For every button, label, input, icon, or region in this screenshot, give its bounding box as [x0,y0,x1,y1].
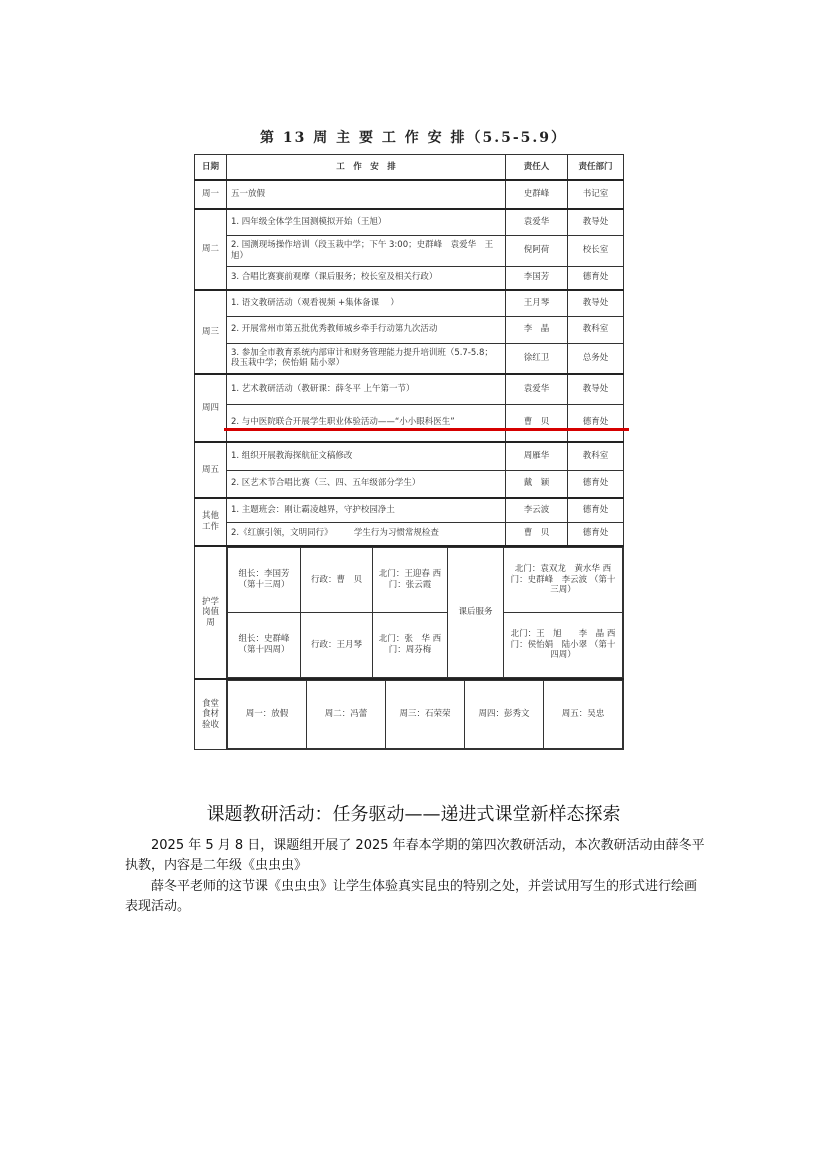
task-cell: 2. 国测现场操作培训（段玉栽中学；下午 3:00；史群峰 袁爱华 王旭） [227,235,506,266]
day-cell: 周四 [195,374,227,442]
person-cell: 李国芳 [506,266,568,290]
canteen-label: 食堂食材验收 [195,679,227,750]
person-cell: 史群峰 [506,180,568,209]
table-row [195,374,624,404]
canteen-row [195,679,624,750]
duty-label: 护学岗值周 [195,546,227,679]
canteen-table [227,680,623,749]
task-cell: 2.《红旗引领，文明同行》 学生行为习惯常规检查 [227,522,506,546]
canteen-day: 周二：冯蕾 [307,681,386,749]
duty-table [227,547,623,678]
person-cell: 李云波 [506,498,568,522]
task-cell: 1. 艺术教研活动（教研课：薛冬平 上午第一节） [227,374,506,404]
day-cell: 周一 [195,180,227,209]
task-cell: 2. 区艺术节合唱比赛（三、四、五年级部分学生） [227,470,506,498]
person-cell: 袁爱华 [506,374,568,404]
table-row [195,266,624,290]
task-cell: 2. 与中医院联合开展学生职业体验活动——“小小眼科医生” [227,404,506,442]
table-row [195,470,624,498]
person-cell: 周雁华 [506,442,568,470]
canteen-day: 周三：石荣荣 [386,681,465,749]
day-cell: 周五 [195,442,227,498]
table-row [195,522,624,546]
dept-cell: 德育处 [568,470,624,498]
person-cell: 李 晶 [506,316,568,343]
article-paragraph: 2025 年 5 月 8 日，课题组开展了 2025 年春本学期的第四次教研活动，本次教研活动由薛冬平执教，内容是二年级《虫虫虫》 [125,838,705,873]
canteen-day: 周五：吴忠 [544,681,623,749]
task-cell: 1. 语文教研活动（观看视频 +集体备课 ） [227,290,506,316]
table-row [195,343,624,374]
duty-gates: 北门：王迎春 西门：张云霞 [373,548,448,613]
duty-row [195,546,624,679]
table-row [195,235,624,266]
day-cell: 其他工作 [195,498,227,546]
schedule-table [194,154,624,750]
dept-cell: 教科室 [568,442,624,470]
table-row [195,498,624,522]
header-date: 日期 [195,155,227,181]
task-cell: 1. 四年级全体学生国测模拟开始（王旭） [227,209,506,235]
task-cell: 1. 主题班会：刚让霸凌越界，守护校园净土 [227,498,506,522]
person-cell: 曹 贝 [506,522,568,546]
dept-cell: 教导处 [568,374,624,404]
dept-cell: 教导处 [568,209,624,235]
person-cell: 王月琴 [506,290,568,316]
dept-cell: 德育处 [568,498,624,522]
article-heading: 课题教研活动：任务驱动——递进式课堂新样态探索 [206,804,621,825]
duty-gates-after: 北门：袁双龙 黄水华 西门：史群峰 李云波 （第十三周） [504,548,623,613]
task-cell: 3. 参加全市教育系统内部审计和财务管理能力提升培训班（5.7-5.8；段玉栽中学；侯怡娟 陆小翠） [227,343,506,374]
canteen-day: 周四：彭秀文 [465,681,544,749]
header-person: 责任人 [506,155,568,181]
person-cell: 倪阿荷 [506,235,568,266]
after-school-label: 课后服务 [448,548,504,678]
dept-cell: 总务处 [568,343,624,374]
dept-cell: 校长室 [568,235,624,266]
article-paragraph: 薛冬平老师的这节课《虫虫虫》让学生体验真实昆虫的特别之处，并尝试用写生的形式进行绘画表现活动。 [125,879,698,914]
dept-cell: 教导处 [568,290,624,316]
table-row [195,180,624,209]
duty-gates: 北门：张 华 西门：周芬梅 [373,613,448,678]
schedule-title: 第 13 周 主 要 工 作 安 排（5.5-5.9） [260,130,567,146]
duty-admin: 行政：王月琴 [301,613,373,678]
canteen-day: 周一：放假 [228,681,307,749]
person-cell: 戴 颖 [506,470,568,498]
day-cell: 周三 [195,290,227,374]
duty-leader: 组长：史群峰（第十四周） [228,613,301,678]
table-row [195,290,624,316]
table-row [195,404,624,442]
header-work: 工 作 安 排 [227,155,506,181]
duty-admin: 行政：曹 贝 [301,548,373,613]
highlight-line [224,428,629,431]
dept-cell: 教科室 [568,316,624,343]
dept-cell: 书记室 [568,180,624,209]
table-row [195,316,624,343]
person-cell: 袁爱华 [506,209,568,235]
table-row [195,442,624,470]
duty-leader: 组长：李国芳（第十三周） [228,548,301,613]
header-dept: 责任部门 [568,155,624,181]
header-row [195,155,624,181]
person-cell: 徐红卫 [506,343,568,374]
table-row [195,209,624,235]
dept-cell: 德育处 [568,522,624,546]
dept-cell: 德育处 [568,266,624,290]
task-cell: 五一放假 [227,180,506,209]
day-cell: 周二 [195,209,227,290]
task-cell: 2. 开展常州市第五批优秀教师城乡牵手行动第九次活动 [227,316,506,343]
person-cell: 曹 贝 [506,404,568,442]
task-cell: 3. 合唱比赛赛前观摩（课后服务；校长室及相关行政） [227,266,506,290]
dept-cell: 德育处 [568,404,624,442]
duty-gates-after: 北门：王 旭 李 晶 西门：侯怡娟 陆小翠 （第十四周） [504,613,623,678]
task-cell: 1. 组织开展教海探航征文稿修改 [227,442,506,470]
